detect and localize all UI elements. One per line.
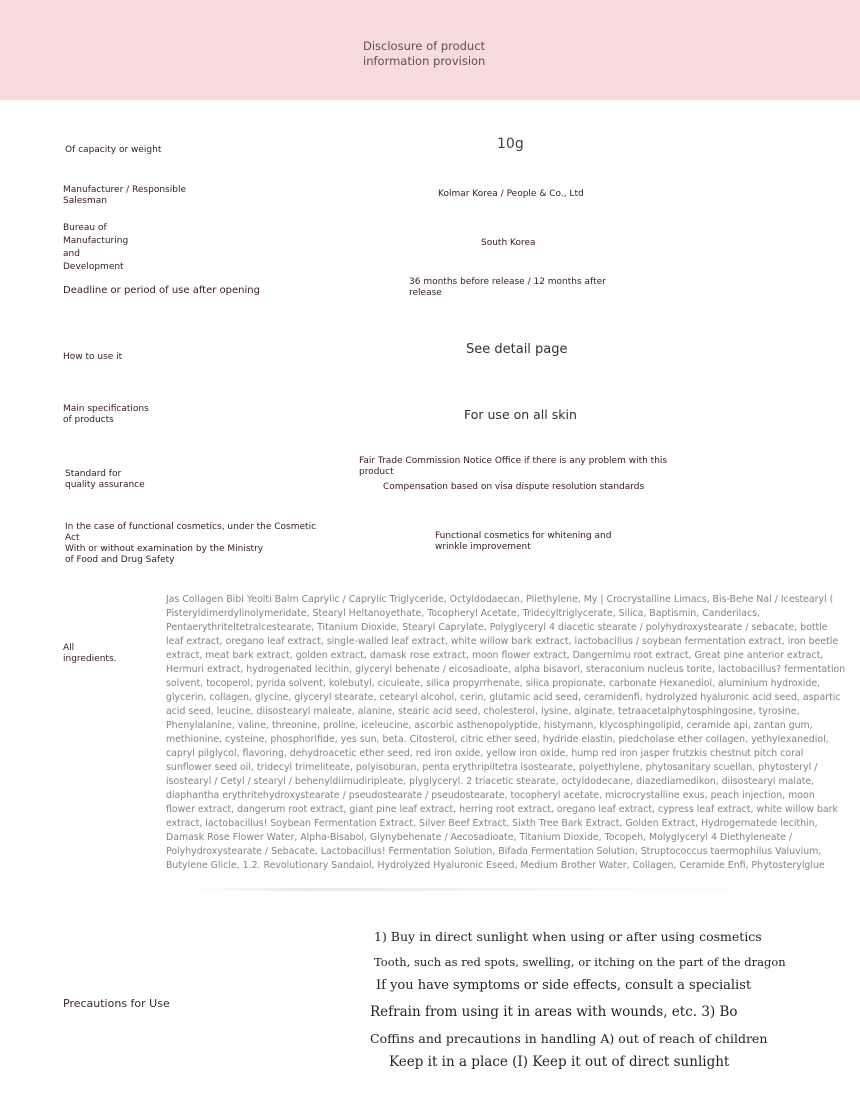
- precautions-line1: 1) Buy in direct sunlight when using or after using cosmetics: [374, 929, 762, 944]
- functional-label-line2: Act: [65, 533, 80, 543]
- page-title: [363, 39, 563, 69]
- ingredients-label: [63, 643, 117, 665]
- ingredients-text: Jas Collagen Bibi Yeolti Balm Caprylic / Caprylic Triglyceride, Octyldodaecan, Pliethylene, My | Crocrystalline Limacs, Bis-Behe Nal / Icestearyl ( Pisteryldimerdylinolymeridate, Stearyl Heltanoyethate, Tocopheryl Acetate, Tridecyltriglycerate, Silica, Baptismin, Canderilacs, Pentaerythriteltetralcestearate, Titanium Dioxide, Stearyl Caprylate, Polyglyceryl 4 diacetic stearate / polyhydroxystearate / sebacate, bottle leaf extract, oregano leaf extract, single-walled leaf extract, white willow bark extract, lactobacillus / soybean fermentation extract, iron beetle extract, meat bark extract, golden extract, damask rose extract, moon flower extract, Dangernimu root extract, Great pine anterior extract, Hermuri extract, hydrogenated lecithin, glyceryl behenate / eicosadioate, alpha bisavorl, steraconium nucleus torite, lactobacillus? fermentation solvent, tocoperol, pyrida solvent, kolebutyl, ciculeate, silica propyrrhenate, silica propionate, carbonate Hexanediol, aluminium hydroxide, glycerin, collagen, glycine, glyceryl stearate, cetearyl alcohol, cerin, glutamic acid seed, ceramidenfi, hydrolyzed hyaluronic acid seed, aspartic acid seed, leucine, diisostearyl maleate, alanine, stearic acid seed, cholesterol, lysine, alginate, tetraacetalphytosphingosine, tyrosine, Phenylalanine, valine, threonine, proline, iceleucine, ascorbic asthenopolyptide, histymann, klycosphingolipid, ceramide api, zantan gum, methionine, cysteine, phosphorifide, yes sun, beta. Citosterol, citric ether seed, hydride elastin, piedcholase ether collagen, yethylexanediol, capryl pilglycol, flavoring, dehydroacetic ether seed, red iron oxide, yellow iron oxide, hump red iron jasper frutzkis chestnut pitch coral sunflower seed oil, tridecyl trimeliteate, polyisoburan, penta erythripiltetra isostearate, polyethylene, phytosanitary scuellan, phytosteryl / isostearyl / Cetyl / stearyl / behenyldiimudiripleate, plyglyceryl. 2 triacetic stearate, octyldodecane, diazediamedikon, diisostearyl malate, diaphantha erythritehydroxystearate / pseudostearate / pseudostearate, tocopheryl acetate, microcrystalline exus, peach injection, moon flower extract, dangerum root extract, giant pine leaf extract, herring root extract, oregano leaf extract, cypress leaf extract, white willow bark extract, lactobacillus! Soybean Fermentation Extract, Silver Beef Extract, Sixth Tree Bark Extract, Golden Extract, Hydrogernatede lecithin, Damask Rose Flower Water, Alpha-Bisabol, Glynybehenate / Aecosadioate, Titanium Dioxide, Tocopeh, Molyglyceryl 4 Diethyleneate / Polyhydroxystearate / Sebacate, Lactobacillus! Fermentation Solution, Bifada Fermentation Solution, Struptococcus taermophilus Valuvium, Butylene Glicle, 1.2. Revolutionary Sandaiol, Hydrolyzed Hyaluronic Eseed, Medium Brother Water, Collagen, Ceramide Enfi, Phytosterylglue: [166, 594, 846, 871]
- functional-value: [435, 531, 611, 553]
- capacity-label: Of capacity or weight: [65, 145, 162, 155]
- quality-value-line3: Compensation based on visa dispute resolution standards: [383, 482, 645, 492]
- manufacturer-label: [63, 185, 186, 207]
- divider: [190, 888, 770, 891]
- precautions-label: Precautions for Use: [63, 997, 170, 1010]
- ingredients-label-line2: ingredients.: [63, 654, 117, 664]
- precautions-line4: Refrain from using it in areas with wounds, etc. 3) Bo: [370, 1004, 738, 1020]
- bureau-label: [63, 222, 128, 274]
- functional-label-line3: With or without examination by the Ministry: [65, 544, 264, 554]
- deadline-value-line2: release: [409, 288, 442, 298]
- deadline-value-line1: 36 months before release / 12 months after: [409, 277, 606, 287]
- page-title-line2: information provision: [363, 54, 486, 68]
- deadline-value: [409, 277, 606, 299]
- deadline-label: Deadline or period of use after opening: [63, 285, 260, 296]
- bureau-value: South Korea: [481, 238, 536, 248]
- manufacturer-value: Kolmar Korea / People & Co., Ltd: [438, 189, 584, 199]
- functional-value-line1: Functional cosmetics for whitening and: [435, 531, 612, 541]
- bureau-label-line3: and: [63, 249, 80, 259]
- precautions-line3: If you have symptoms or side effects, consult a specialist: [376, 978, 752, 993]
- quality-value: [359, 456, 667, 493]
- manufacturer-label-line1: Manufacturer / Responsible: [63, 185, 186, 195]
- specs-label-line1: Main specifications: [63, 404, 149, 414]
- bureau-label-line2: Manufacturing: [63, 236, 129, 246]
- bureau-label-line4: Development: [63, 262, 124, 272]
- precautions-line6: Keep it in a place (I) Keep it out of direct sunlight: [389, 1054, 730, 1070]
- quality-value-line1: Fair Trade Commission Notice Office if there is any problem with this: [359, 456, 668, 466]
- functional-label: [65, 522, 316, 566]
- quality-label-line2: quality assurance: [65, 480, 145, 490]
- header-banner: [0, 0, 860, 100]
- specs-label: [63, 404, 149, 426]
- quality-label-line1: Standard for: [65, 469, 122, 479]
- precautions-line5: Coffins and precautions in handling A) out of reach of children: [370, 1031, 768, 1046]
- specs-value: For use on all skin: [464, 407, 577, 422]
- specs-label-line2: of products: [63, 415, 114, 425]
- functional-value-line2: wrinkle improvement: [435, 542, 531, 552]
- bureau-label-line1: Bureau of: [63, 223, 107, 233]
- page-title-line1: Disclosure of product: [363, 39, 486, 53]
- quality-value-line2: product: [359, 467, 394, 477]
- functional-label-line4: of Food and Drug Safety: [65, 555, 175, 565]
- capacity-value: 10g: [497, 136, 524, 152]
- manufacturer-label-line2: Salesman: [63, 196, 107, 206]
- how-to-use-label: How to use it: [63, 352, 123, 362]
- quality-label: [65, 469, 145, 491]
- functional-label-line1: In the case of functional cosmetics, under the Cosmetic: [65, 522, 317, 532]
- precautions-line2: Tooth, such as red spots, swelling, or itching on the part of the dragon: [374, 955, 786, 969]
- ingredients-label-line1: All: [63, 643, 75, 653]
- how-to-use-value: See detail page: [466, 342, 568, 357]
